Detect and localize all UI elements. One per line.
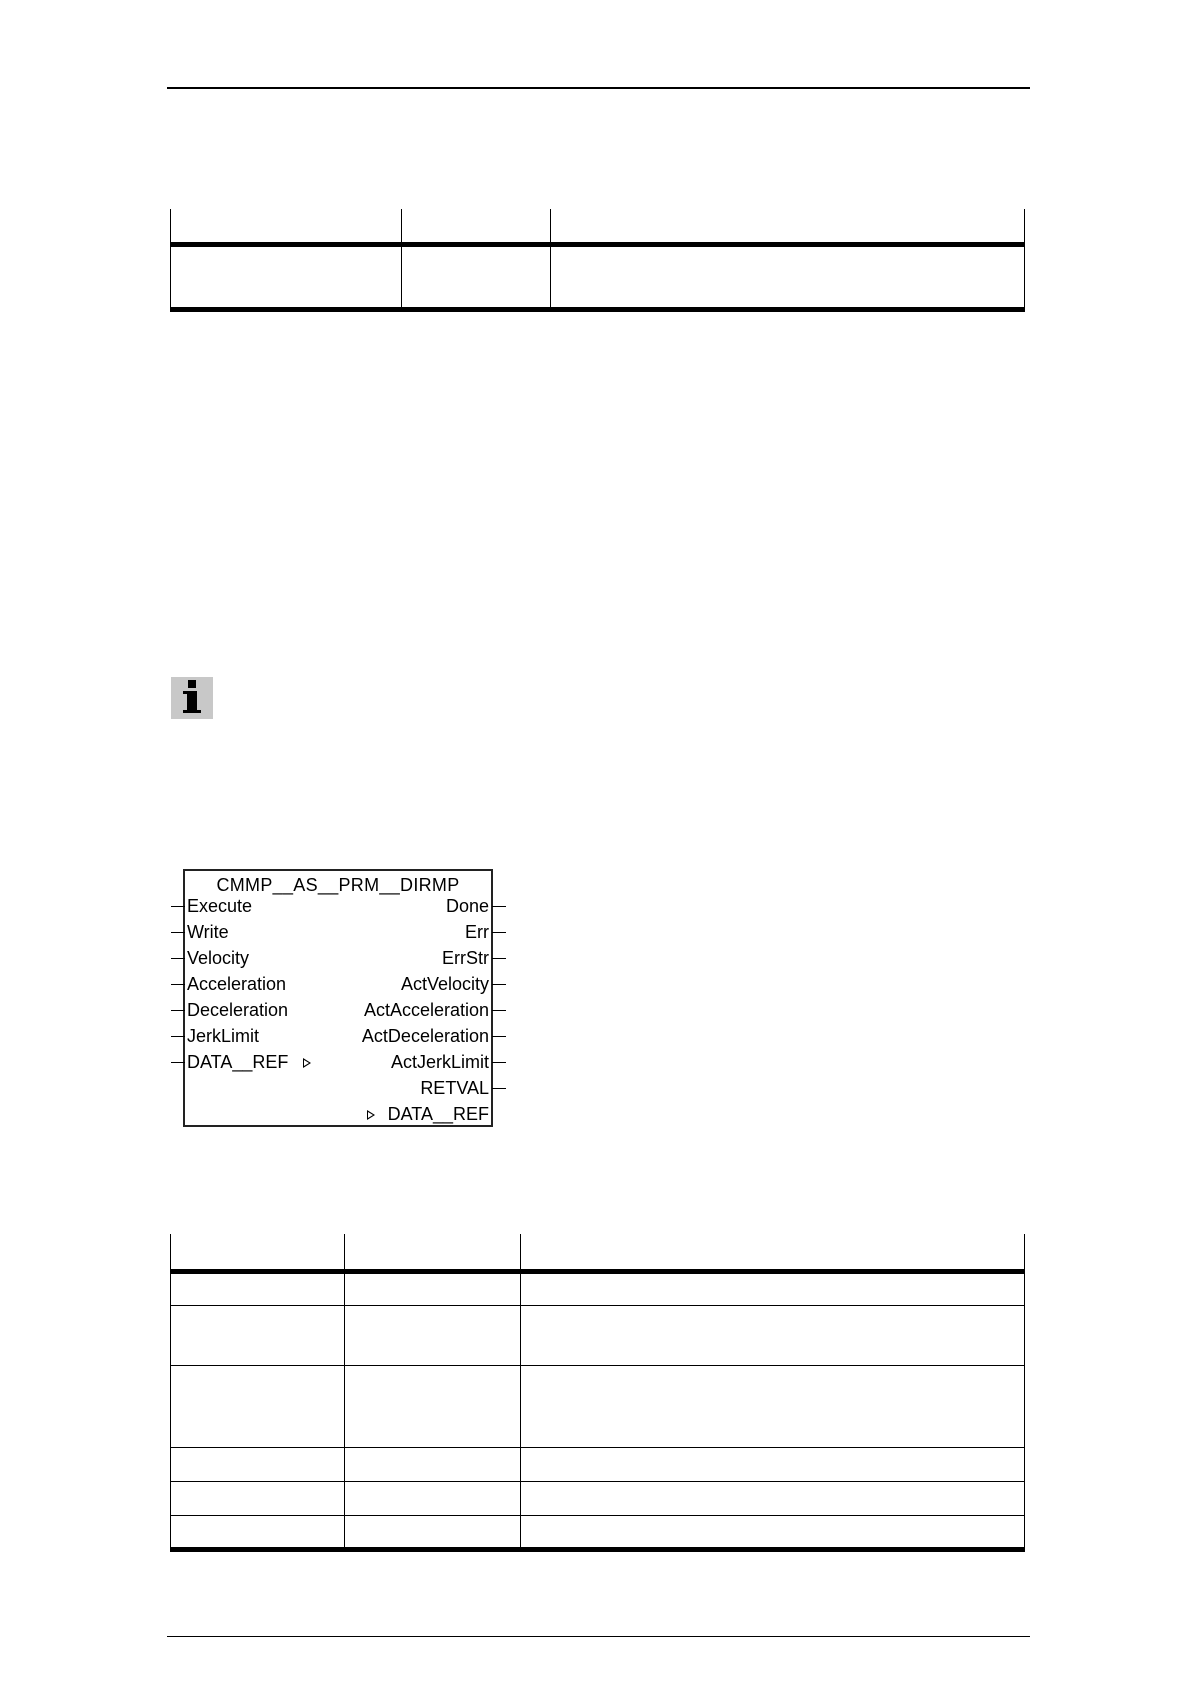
output-pin-actdeceleration: ActDeceleration (361, 1026, 489, 1046)
table-cell (345, 1365, 521, 1447)
input-pin-deceleration: Deceleration (187, 1000, 289, 1020)
input-pin-write: Write (187, 922, 229, 942)
table-cell (345, 1271, 521, 1305)
table-cell (171, 1271, 345, 1305)
table-header-cell (521, 1234, 1025, 1271)
function-block (183, 869, 493, 1127)
output-pin-done: Done (445, 896, 489, 916)
input-pin-data-ref (187, 1051, 311, 1073)
input-pin-jerklimit: JerkLimit (187, 1026, 260, 1046)
output-pin-actjerklimit: ActJerkLimit (390, 1052, 489, 1072)
table-header-cell (402, 209, 551, 244)
parameter-table-2 (170, 1234, 1025, 1552)
input-pin-acceleration: Acceleration (187, 974, 287, 994)
input-pin-data-ref-label: DATA__REF (187, 1052, 289, 1072)
output-pin-errstr: ErrStr (442, 948, 489, 968)
table-cell (345, 1305, 521, 1365)
table-header-cell (171, 1234, 345, 1271)
info-icon (171, 677, 213, 719)
output-pin-actacceleration: ActAcceleration (363, 1000, 489, 1020)
footer-rule (167, 1636, 1030, 1637)
output-pin-data-ref (367, 1103, 489, 1125)
parameter-table-1 (170, 209, 1025, 312)
table-cell (171, 1447, 345, 1481)
table-cell (171, 1481, 345, 1515)
inout-triangle-icon (303, 1058, 311, 1068)
output-pin-actvelocity: ActVelocity (400, 974, 489, 994)
table-cell (551, 244, 1025, 309)
table-header-cell (171, 209, 402, 244)
table-cell (521, 1365, 1025, 1447)
input-pin-execute: Execute (187, 896, 253, 916)
table-cell (345, 1481, 521, 1515)
info-icon-dot (188, 680, 196, 688)
table-cell (521, 1305, 1025, 1365)
output-pin-retval: RETVAL (420, 1078, 489, 1098)
table-header-cell (345, 1234, 521, 1271)
table-cell (345, 1447, 521, 1481)
table-cell (521, 1447, 1025, 1481)
info-icon-stem (187, 691, 197, 713)
table-cell (171, 244, 402, 309)
header-rule (167, 87, 1030, 89)
table-cell (521, 1515, 1025, 1549)
table-cell (171, 1305, 345, 1365)
table-cell (345, 1515, 521, 1549)
table-cell (171, 1515, 345, 1549)
inout-triangle-icon (367, 1110, 375, 1120)
output-pin-err: Err (465, 922, 489, 942)
table-header-cell (551, 209, 1025, 244)
table-cell (521, 1481, 1025, 1515)
table-cell (521, 1271, 1025, 1305)
table-cell (402, 244, 551, 309)
input-pin-velocity: Velocity (187, 948, 250, 968)
table-cell (171, 1365, 345, 1447)
output-pin-data-ref-label: DATA__REF (387, 1104, 489, 1124)
function-block-title: CMMP__AS__PRM__DIRMP (216, 875, 460, 895)
